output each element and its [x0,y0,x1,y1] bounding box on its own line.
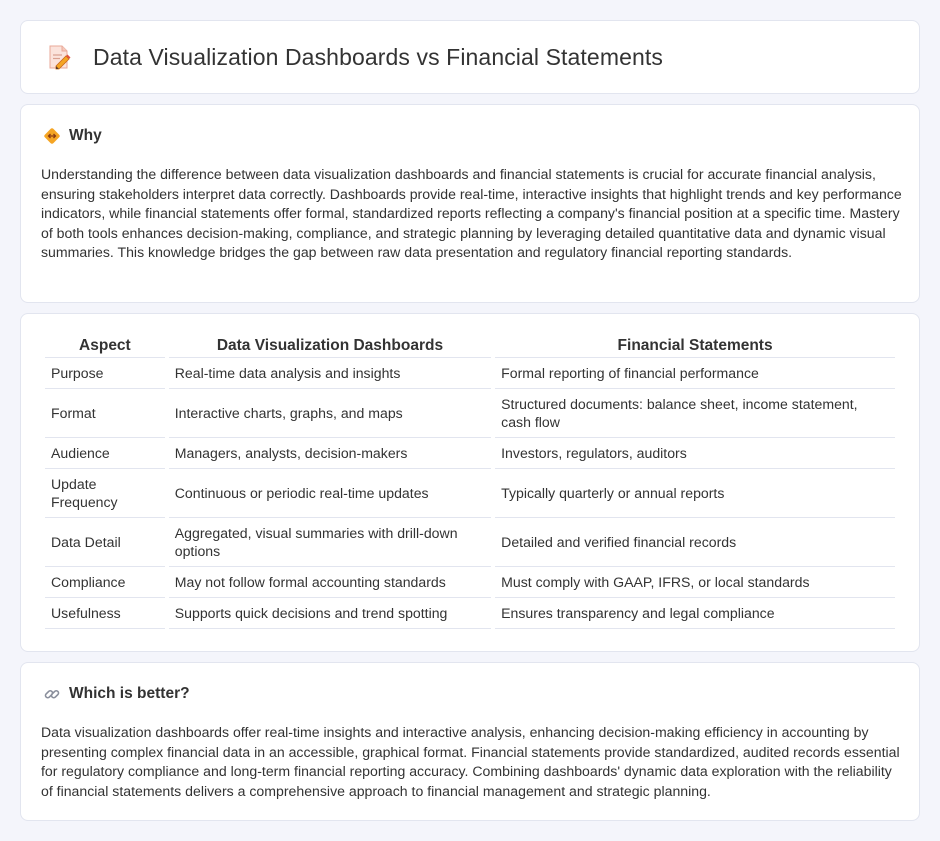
comparison-section [20,313,920,652]
document-pencil-icon [47,43,71,71]
page-title: Data Visualization Dashboards vs Financial Statements [93,43,663,70]
aspect-cell: Compliance [45,567,165,598]
why-heading [43,127,102,145]
table-row [45,389,895,438]
better-paragraph: Data visualization dashboards offer real-time insights and interactive analysis, enhancing decision-making efficiency in accounting by presenting complex financial data in an accessible, graphical format. Financial statements provide standardized, audited records essential for regulatory compliance and long-term financial reporting accuracy. Combining dashboards' dynamic data exploration with the reliability of financial statements delivers a comprehensive approach to financial management and strategic planning. [41,724,900,799]
table-row [45,358,895,389]
header-financial-statements: Financial Statements [495,336,895,358]
statements-cell: Ensures transparency and legal compliance [495,598,895,629]
statements-cell: Formal reporting of financial performance [495,358,895,389]
which-is-better-section [20,662,920,821]
dashboards-cell: May not follow formal accounting standards [169,567,491,598]
aspect-cell: Purpose [45,358,165,389]
why-section [20,104,920,303]
aspect-cell: Update Frequency [45,469,165,518]
diamond-arrows-icon [43,127,61,145]
dashboards-cell: Supports quick decisions and trend spotting [169,598,491,629]
better-title: Which is better? [69,685,190,702]
statements-cell: Structured documents: balance sheet, income statement, cash flow [495,389,895,438]
statements-cell: Typically quarterly or annual reports [495,469,895,518]
table-header-row [45,336,895,358]
aspect-cell: Audience [45,438,165,469]
table-row [45,598,895,629]
table-row [45,567,895,598]
statements-cell: Detailed and verified financial records [495,518,895,567]
statements-cell: Investors, regulators, auditors [495,438,895,469]
dashboards-cell: Aggregated, visual summaries with drill-down options [169,518,491,567]
header-card [20,20,920,94]
why-title: Why [69,127,102,144]
header-aspect: Aspect [45,336,165,358]
table-row [45,518,895,567]
table-row [45,469,895,518]
title-row [47,43,663,71]
statements-cell: Must comply with GAAP, IFRS, or local standards [495,567,895,598]
why-paragraph: Understanding the difference between data visualization dashboards and financial statements is crucial for accurate financial analysis, ensuring stakeholders interpret data correctly. Dashboards provide real-time, interactive insights that highlight trends and key performance indicators, while financial statements offer formal, standardized reports reflecting a company's financial position at a specific time. Mastery of both tools enhances decision-making, compliance, and strategic planning by leveraging detailed quantitative data and dynamic visual summaries. This knowledge bridges the gap between raw data presentation and regulatory financial reporting standards. [41,166,902,260]
table-row [45,438,895,469]
aspect-cell: Usefulness [45,598,165,629]
dashboards-cell: Interactive charts, graphs, and maps [169,389,491,438]
dashboards-cell: Continuous or periodic real-time updates [169,469,491,518]
header-dashboards: Data Visualization Dashboards [169,336,491,358]
aspect-cell: Format [45,389,165,438]
better-heading [43,685,190,703]
comparison-table [41,336,899,629]
aspect-cell: Data Detail [45,518,165,567]
dashboards-cell: Real-time data analysis and insights [169,358,491,389]
link-icon [43,685,61,703]
dashboards-cell: Managers, analysts, decision-makers [169,438,491,469]
